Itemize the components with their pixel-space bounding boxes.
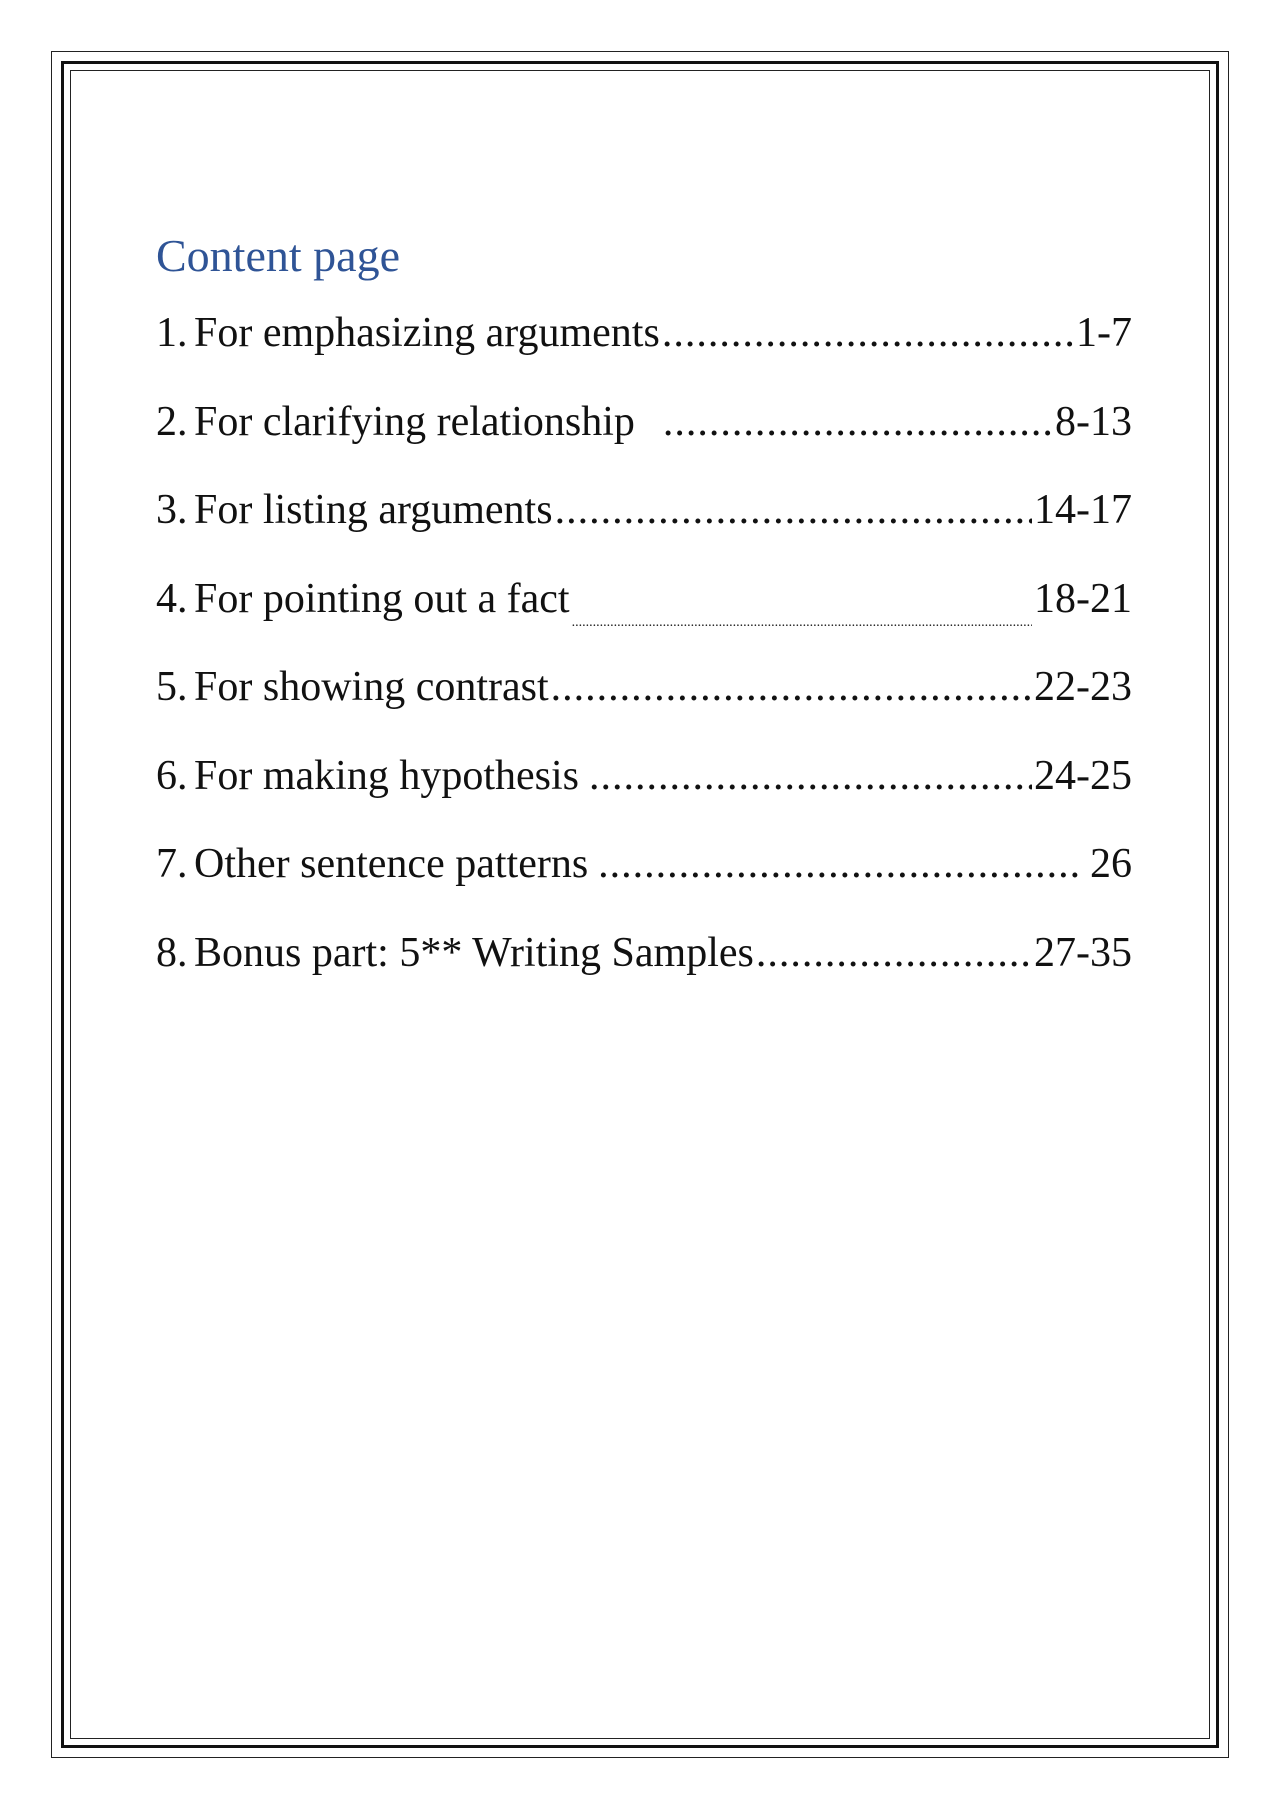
toc-entry-5[interactable] <box>156 662 1132 751</box>
toc-entry-7[interactable] <box>156 839 1132 928</box>
toc-entry-label: For emphasizing arguments <box>194 310 660 356</box>
page-title: Content page <box>156 230 400 281</box>
dot-leader <box>663 397 1053 447</box>
toc-entry-number: 4. <box>156 575 188 622</box>
toc-entry-pages: 27-35 <box>1034 929 1132 976</box>
dot-leader <box>756 928 1032 978</box>
toc-entry-6[interactable] <box>156 751 1132 840</box>
toc-entry-label: For clarifying relationship <box>194 398 635 445</box>
dot-leader <box>589 751 1032 801</box>
toc-entry-label: For making hypothesis <box>194 752 579 799</box>
toc-entry-pages: 26 <box>1090 841 1132 887</box>
dot-leader <box>598 839 1080 889</box>
toc-entry-label: Other sentence patterns <box>194 841 589 887</box>
toc-entry-number: 6. <box>156 752 188 799</box>
toc-entry-2[interactable] <box>156 397 1132 486</box>
toc-entry-number: 5. <box>156 664 188 710</box>
toc-entry-8[interactable] <box>156 928 1132 1017</box>
toc-entry-label: For listing arguments <box>194 487 553 533</box>
dot-leader <box>551 662 1032 712</box>
toc-entry-number: 8. <box>156 929 188 976</box>
toc-entry-1[interactable] <box>156 308 1132 397</box>
table-of-contents <box>156 308 1132 1016</box>
dot-leader <box>662 308 1074 358</box>
toc-entry-number: 3. <box>156 487 188 533</box>
toc-entry-3[interactable] <box>156 485 1132 574</box>
dot-leader <box>555 485 1032 535</box>
toc-entry-pages: 18-21 <box>1034 575 1132 622</box>
toc-entry-number: 1. <box>156 310 188 356</box>
toc-entry-label: For pointing out a fact <box>194 575 570 622</box>
dot-leader <box>572 598 1032 648</box>
toc-entry-pages: 1-7 <box>1076 310 1132 356</box>
toc-entry-label: For showing contrast <box>194 664 549 710</box>
toc-entry-pages: 14-17 <box>1034 487 1132 533</box>
toc-entry-pages: 22-23 <box>1034 664 1132 710</box>
toc-entry-pages: 24-25 <box>1034 752 1132 799</box>
toc-entry-pages: 8-13 <box>1055 398 1132 445</box>
toc-entry-label: Bonus part: 5** Writing Samples <box>194 929 754 976</box>
toc-entry-number: 2. <box>156 398 188 445</box>
toc-entry-number: 7. <box>156 841 188 887</box>
toc-entry-4[interactable] <box>156 574 1132 663</box>
